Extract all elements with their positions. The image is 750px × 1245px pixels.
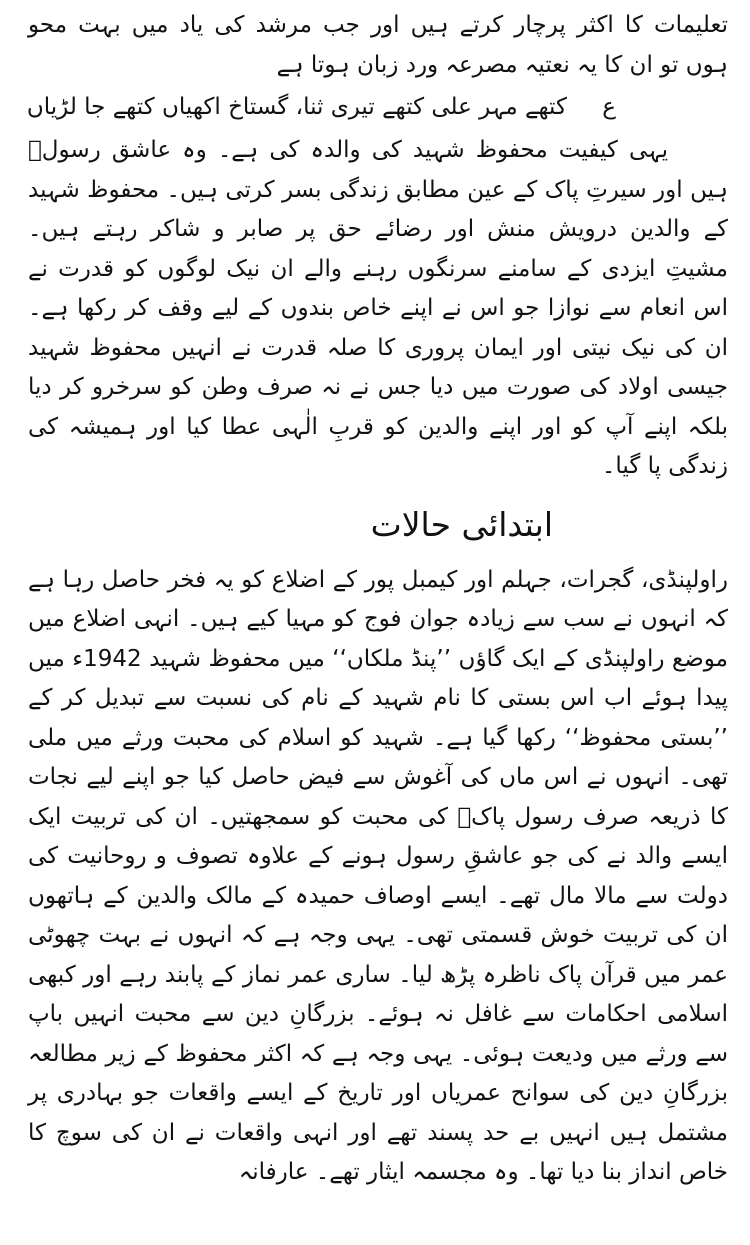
- mother-paragraph: یہی کیفیت محفوظ شہید کی والدہ کی ہے۔ وہ عاشق رسولؐ ہیں اور سیرتِ پاک کے عین مطابق زندگی بسر کرتی ہیں۔ محفوظ شہید کے والدین درویش منش اور رضائے حق پر صابر و شاکر رہتے ہیں۔ مشیتِ ایزدی کے سامنے سرنگوں رہنے والے ان نیک لوگوں کو قدرت نے اس انعام سے نوازا جو اس نے اپنے خاص بندوں کے لیے وقف کر رکھا ہے۔ ان کی نیک نیتی اور ایمان پروری کا صلہ قدرت نے انہیں محفوظ شہید جیسی اولاد کی صورت میں دیا جس نے نہ صرف وطن کو سرخرو کر دیا بلکہ اپنے آپ کو اور اپنے والدین کو قربِ الٰہی عطا کیا اور ہمیشہ کی زندگی پا گیا۔: [28, 137, 728, 479]
- couplet-marker: ع: [602, 94, 616, 120]
- naat-couplet: [28, 87, 728, 127]
- couplet-text: کتھے مہر علی کتھے تیری ثنا، گستاخ اکھیاں کتھے جا لڑیاں: [26, 94, 567, 120]
- early-life-paragraph: راولپنڈی، گجرات، جہلم اور کیمبل پور کے اضلاع کو یہ فخر حاصل رہا ہے کہ انہوں نے سب سے زیادہ جوان فوج کو مہیا کیے ہیں۔ انہی اضلاع میں موضع راولپنڈی کے ایک گاؤں ’’پنڈ ملکاں‘‘ میں محفوظ شہید 1942ء میں پیدا ہوئے اب اس بستی کا نام شہید کے نام کی نسبت سے تبدیل کر کے ’’بستی محفوظ‘‘ رکھا گیا ہے۔ شہید کو اسلام کی محبت ورثے میں ملی تھی۔ انہوں نے اس ماں کی آغوش سے فیض حاصل کیا جو اپنے لیے نجات کا ذریعہ صرف رسول پاکؐ کی محبت کو سمجھتیں۔ ان کی تربیت ایک ایسے والد نے کی جو عاشقِ رسول ہونے کے علاوہ تصوف و روحانیت کی دولت سے مالا مال تھے۔ ایسے اوصاف حمیدہ کے مالک والدین کے ہاتھوں ان کی تربیت خوش قسمتی تھی۔ یہی وجہ ہے کہ انہوں نے بہت چھوٹی عمر میں قرآن پاک ناظرہ پڑھ لیا۔ ساری عمر نماز کے پابند رہے اور کبھی اسلامی احکامات سے غافل نہ ہوئے۔ بزرگانِ دین سے محبت انہیں باپ سے ورثے میں ودیعت ہوئی۔ یہی وجہ ہے کہ اکثر محفوظ کے زیر مطالعہ بزرگانِ دین کی سوانح عمریاں اور تاریخ کے ایسے واقعات جو بہادری پر مشتمل ہیں انہیں بے حد پسند تھے اور انہی واقعات نے ان کی سوچ کا خاص انداز بنا دیا تھا۔ وہ مجسمہ ایثار تھے۔ عارفانہ: [28, 566, 728, 1185]
- section-heading: ابتدائی حالات: [370, 504, 553, 544]
- intro-paragraph: تعلیمات کا اکثر پرچار کرتے ہیں اور جب مرشد کی یاد میں بہت محو ہوں تو ان کا یہ نعتیہ مصرعہ ورد زبان ہوتا ہے: [28, 12, 728, 78]
